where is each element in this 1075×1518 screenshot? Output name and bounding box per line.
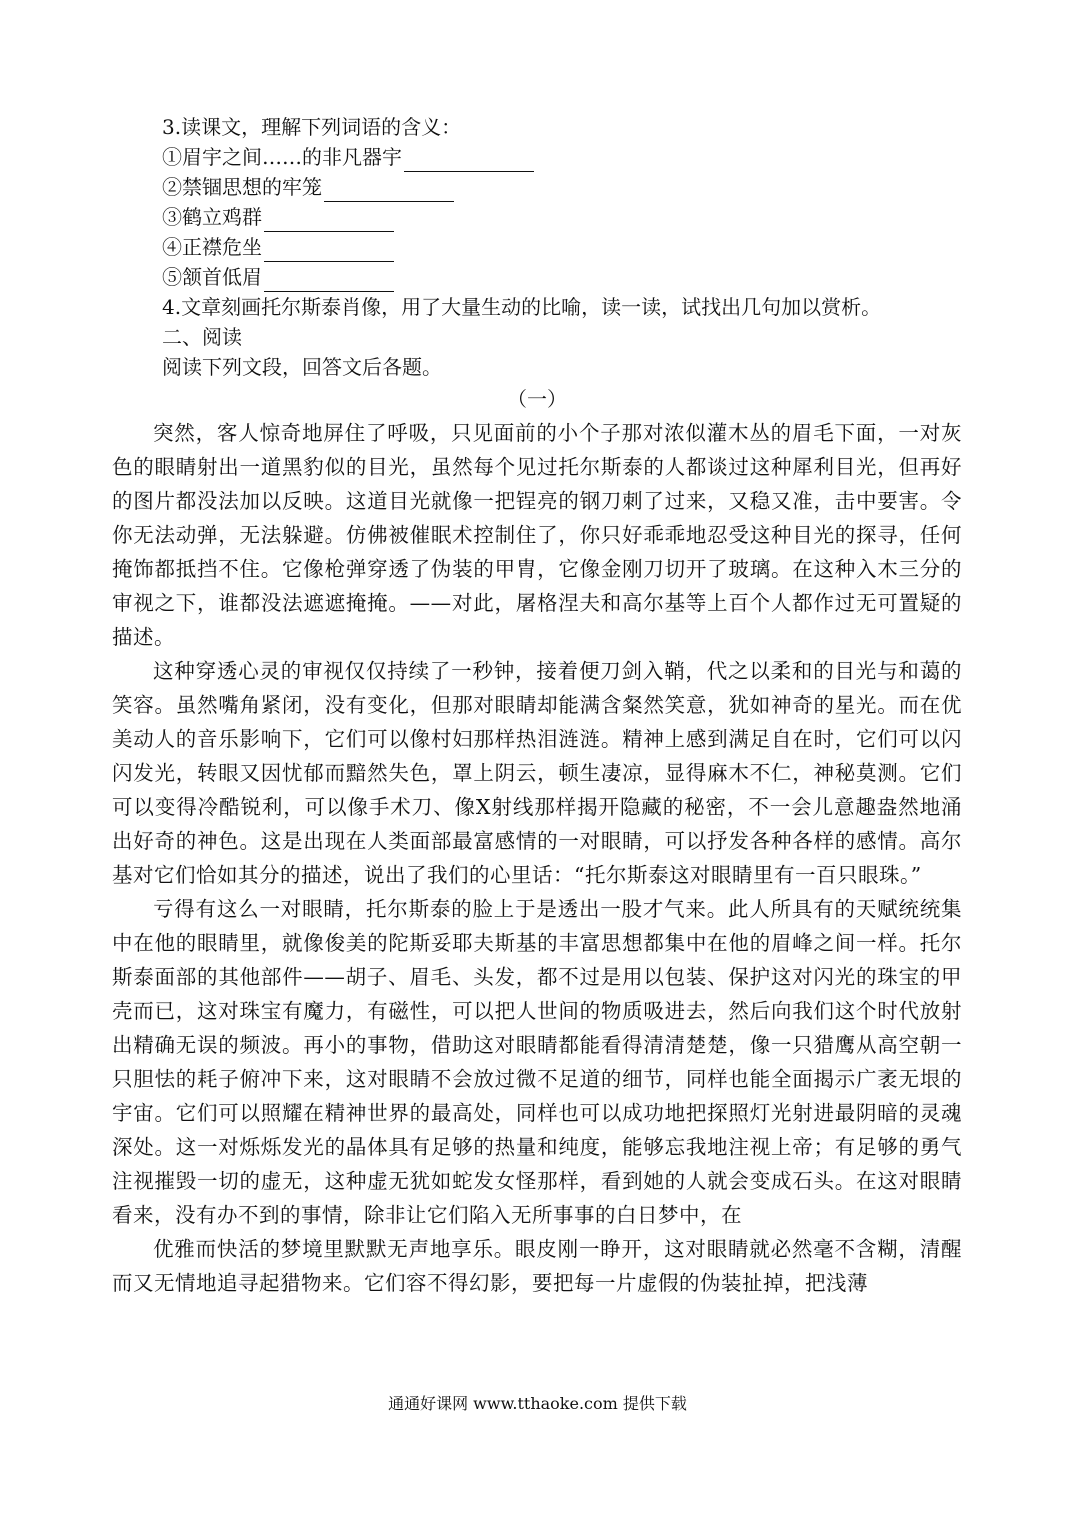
section-instruction: 阅读下列文段，回答文后各题。	[162, 355, 442, 379]
document-page	[112, 112, 962, 1300]
section-heading: 二、阅读	[162, 325, 242, 349]
question-3-item-3	[112, 202, 962, 232]
page-footer: 通通好课网 www.tthaoke.com 提供下载	[388, 1394, 687, 1413]
question-3-item-2	[112, 172, 962, 202]
item-text: ②禁锢思想的牢笼	[162, 175, 322, 199]
answer-blank	[264, 209, 394, 232]
answer-blank	[264, 239, 394, 262]
question-3-item-5	[112, 262, 962, 292]
item-text: ①眉宇之间……的非凡器宇	[162, 145, 402, 169]
answer-blank	[404, 149, 534, 172]
item-text: ③鹤立鸡群	[162, 205, 262, 229]
passage-label: （一）	[507, 387, 567, 411]
item-text: ⑤颔首低眉	[162, 265, 262, 289]
paragraph-1: 突然，客人惊奇地屏住了呼吸，只见面前的小个子那对浓似灌木丛的眉毛下面，一对灰色的眼睛射出一道黑豹似的目光，虽然每个见过托尔斯泰的人都谈过这种犀利目光，但再好的图片都没法加以反映。这道目光就像一把锃亮的钢刀刺了过来，又稳又准，击中要害。令你无法动弹，无法躲避。仿佛被催眠术控制住了，你只好乖乖地忍受这种目光的探寻，任何掩饰都抵挡不住。它像枪弹穿透了伪装的甲胄，它像金刚刀切开了玻璃。在这种入木三分的审视之下，谁都没法遮遮掩掩。——对此，屠格涅夫和高尔基等上百个人都作过无可置疑的描述。	[112, 421, 962, 649]
question-3-title: 3.读课文，理解下列词语的含义：	[162, 115, 462, 139]
question-3-item-1	[112, 142, 962, 172]
paragraph-3: 亏得有这么一对眼睛，托尔斯泰的脸上于是透出一股才气来。此人所具有的天赋统统集中在他的眼睛里，就像俊美的陀斯妥耶夫斯基的丰富思想都集中在他的眉峰之间一样。托尔斯泰面部的其他部件——胡子、眉毛、头发，都不过是用以包装、保护这对闪光的珠宝的甲壳而已，这对珠宝有魔力，有磁性，可以把人世间的物质吸进去，然后向我们这个时代放射出精确无误的频波。再小的事物，借助这对眼睛都能看得清清楚楚，像一只猎鹰从高空朝一只胆怯的耗子俯冲下来，这对眼睛不会放过微不足道的细节，同样也能全面揭示广袤无垠的宇宙。它们可以照耀在精神世界的最高处，同样也可以成功地把探照灯光射进最阴暗的灵魂深处。这一对烁烁发光的晶体具有足够的热量和纯度，能够忘我地注视上帝；有足够的勇气注视摧毁一切的虚无，这种虚无犹如蛇发女怪那样，看到她的人就会变成石头。在这对眼睛看来，没有办不到的事情，除非让它们陷入无所事事的白日梦中，在	[112, 897, 962, 1227]
item-text: ④正襟危坐	[162, 235, 262, 259]
question-4: 4.文章刻画托尔斯泰肖像，用了大量生动的比喻，读一读，试找出几句加以赏析。	[162, 295, 882, 319]
answer-blank	[264, 269, 394, 292]
question-3-item-4	[112, 232, 962, 262]
answer-blank	[324, 179, 454, 202]
paragraph-2: 这种穿透心灵的审视仅仅持续了一秒钟，接着便刀剑入鞘，代之以柔和的目光与和蔼的笑容。虽然嘴角紧闭，没有变化，但那对眼睛却能满含粲然笑意，犹如神奇的星光。而在优美动人的音乐影响下，它们可以像村妇那样热泪涟涟。精神上感到满足自在时，它们可以闪闪发光，转眼又因忧郁而黯然失色，罩上阴云，顿生凄凉，显得麻木不仁，神秘莫测。它们可以变得冷酷锐利，可以像手术刀、像X射线那样揭开隐藏的秘密，不一会儿意趣盎然地涌出好奇的神色。这是出现在人类面部最富感情的一对眼睛，可以抒发各种各样的感情。高尔基对它们恰如其分的描述，说出了我们的心里话：“托尔斯泰这对眼睛里有一百只眼珠。”	[112, 659, 962, 887]
paragraph-4: 优雅而快活的梦境里默默无声地享乐。眼皮刚一睁开，这对眼睛就必然毫不含糊，清醒而又无情地追寻起猎物来。它们容不得幻影，要把每一片虚假的伪装扯掉，把浅薄	[112, 1237, 962, 1295]
